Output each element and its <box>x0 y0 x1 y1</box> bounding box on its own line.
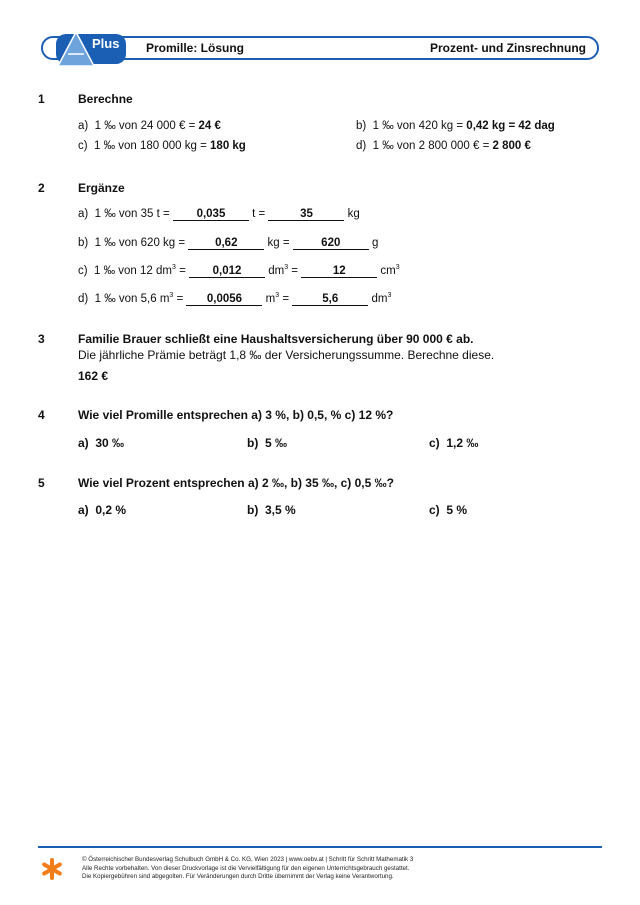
footer-divider <box>38 846 602 848</box>
answer-blank: 0,62 <box>188 237 264 250</box>
task-1-item-d: d) 1 ‰ von 2 800 000 € = 2 800 € <box>356 140 531 152</box>
task-5-number: 5 <box>38 476 45 490</box>
task-1-item-b: b) 1 ‰ von 420 kg = 0,42 kg = 42 dag <box>356 120 555 132</box>
task-3-text: Die jährliche Prämie beträgt 1,8 ‰ der Versicherungssumme. Berechne diese. <box>78 348 495 362</box>
task-3-title: Familie Brauer schließt eine Haushaltsversicherung über 90 000 € ab. <box>78 332 474 346</box>
task-5-title: Wie viel Prozent entsprechen a) 2 ‰, b) 35 ‰, c) 0,5 ‰? <box>78 476 394 490</box>
task-4-title: Wie viel Promille entsprechen a) 3 %, b) 0,5, % c) 12 %? <box>78 408 394 422</box>
task-4-answer-b: b) 5 ‰ <box>247 436 288 450</box>
task-1-number: 1 <box>38 92 45 106</box>
task-5-answer-c: c) 5 % <box>429 503 468 517</box>
task-1-item-a: a) 1 ‰ von 24 000 € = 24 € <box>78 120 221 132</box>
task-2-item-c: c) 1 ‰ von 12 $dm^3 = 0,012$ $dm^3 = 12$ $cm^3$ <box>78 264 400 277</box>
task-2-item-a: a) 1 ‰ von 35 t = 0,035 t = 35 kg <box>78 208 360 220</box>
task-3-answer: 162 € <box>78 369 109 383</box>
answer-blank: 620 <box>293 237 369 250</box>
task-1-item-c: c) 1 ‰ von 180 000 kg = 180 kg <box>78 140 246 152</box>
answer-blank: 0,0056 <box>186 293 262 306</box>
oebv-star-logo <box>40 857 64 881</box>
task-5-answer-a: a) 0,2 % <box>78 503 127 517</box>
task-2-number: 2 <box>38 181 45 195</box>
task-5-answer-b: b) 3,5 % <box>247 503 296 517</box>
logo-text: Plus <box>92 36 120 51</box>
answer-blank: 5,6 <box>292 293 368 306</box>
answer-blank: 35 <box>268 208 344 221</box>
answer-blank: 12 <box>301 265 377 278</box>
answer-blank: 0,012 <box>189 265 265 278</box>
task-2-item-b: b) 1 ‰ von 620 kg = 0,62 kg = 620 g <box>78 237 379 249</box>
task-4-answer-c: c) 1,2 ‰ <box>429 436 479 450</box>
answer-blank: 0,035 <box>173 208 249 221</box>
task-1-title: Berechne <box>78 92 133 106</box>
page-title: Promille: Lösung <box>146 41 245 55</box>
page-subject: Prozent- und Zinsrechnung <box>430 41 586 55</box>
task-2-title: Ergänze <box>78 181 125 195</box>
task-2-item-d: d) 1 ‰ von 5,6 $m^3 = 0,0056$ $m^3 = 5,6$ $dm^3$ <box>78 292 392 305</box>
task-4-answer-a: a) 30 ‰ <box>78 436 125 450</box>
task-3-number: 3 <box>38 332 45 346</box>
footer-copyright: © Österreichischer Bundesverlag Schulbuch GmbH & Co. KG, Wien 2023 | www.oebv.at | Schritt für Schritt Mathematik 3 Alle Rechte vorbehalten. Von dieser Druckvorlage ist die Vervielfältigung für den eigenen Unterrichtsgebrauch gestattet. Die Kopiergebühren sind abgegolten. Für Veränderungen durch Dritte übernimmt der Verlag keine Verantwortung. <box>82 856 414 880</box>
task-4-number: 4 <box>38 408 45 422</box>
